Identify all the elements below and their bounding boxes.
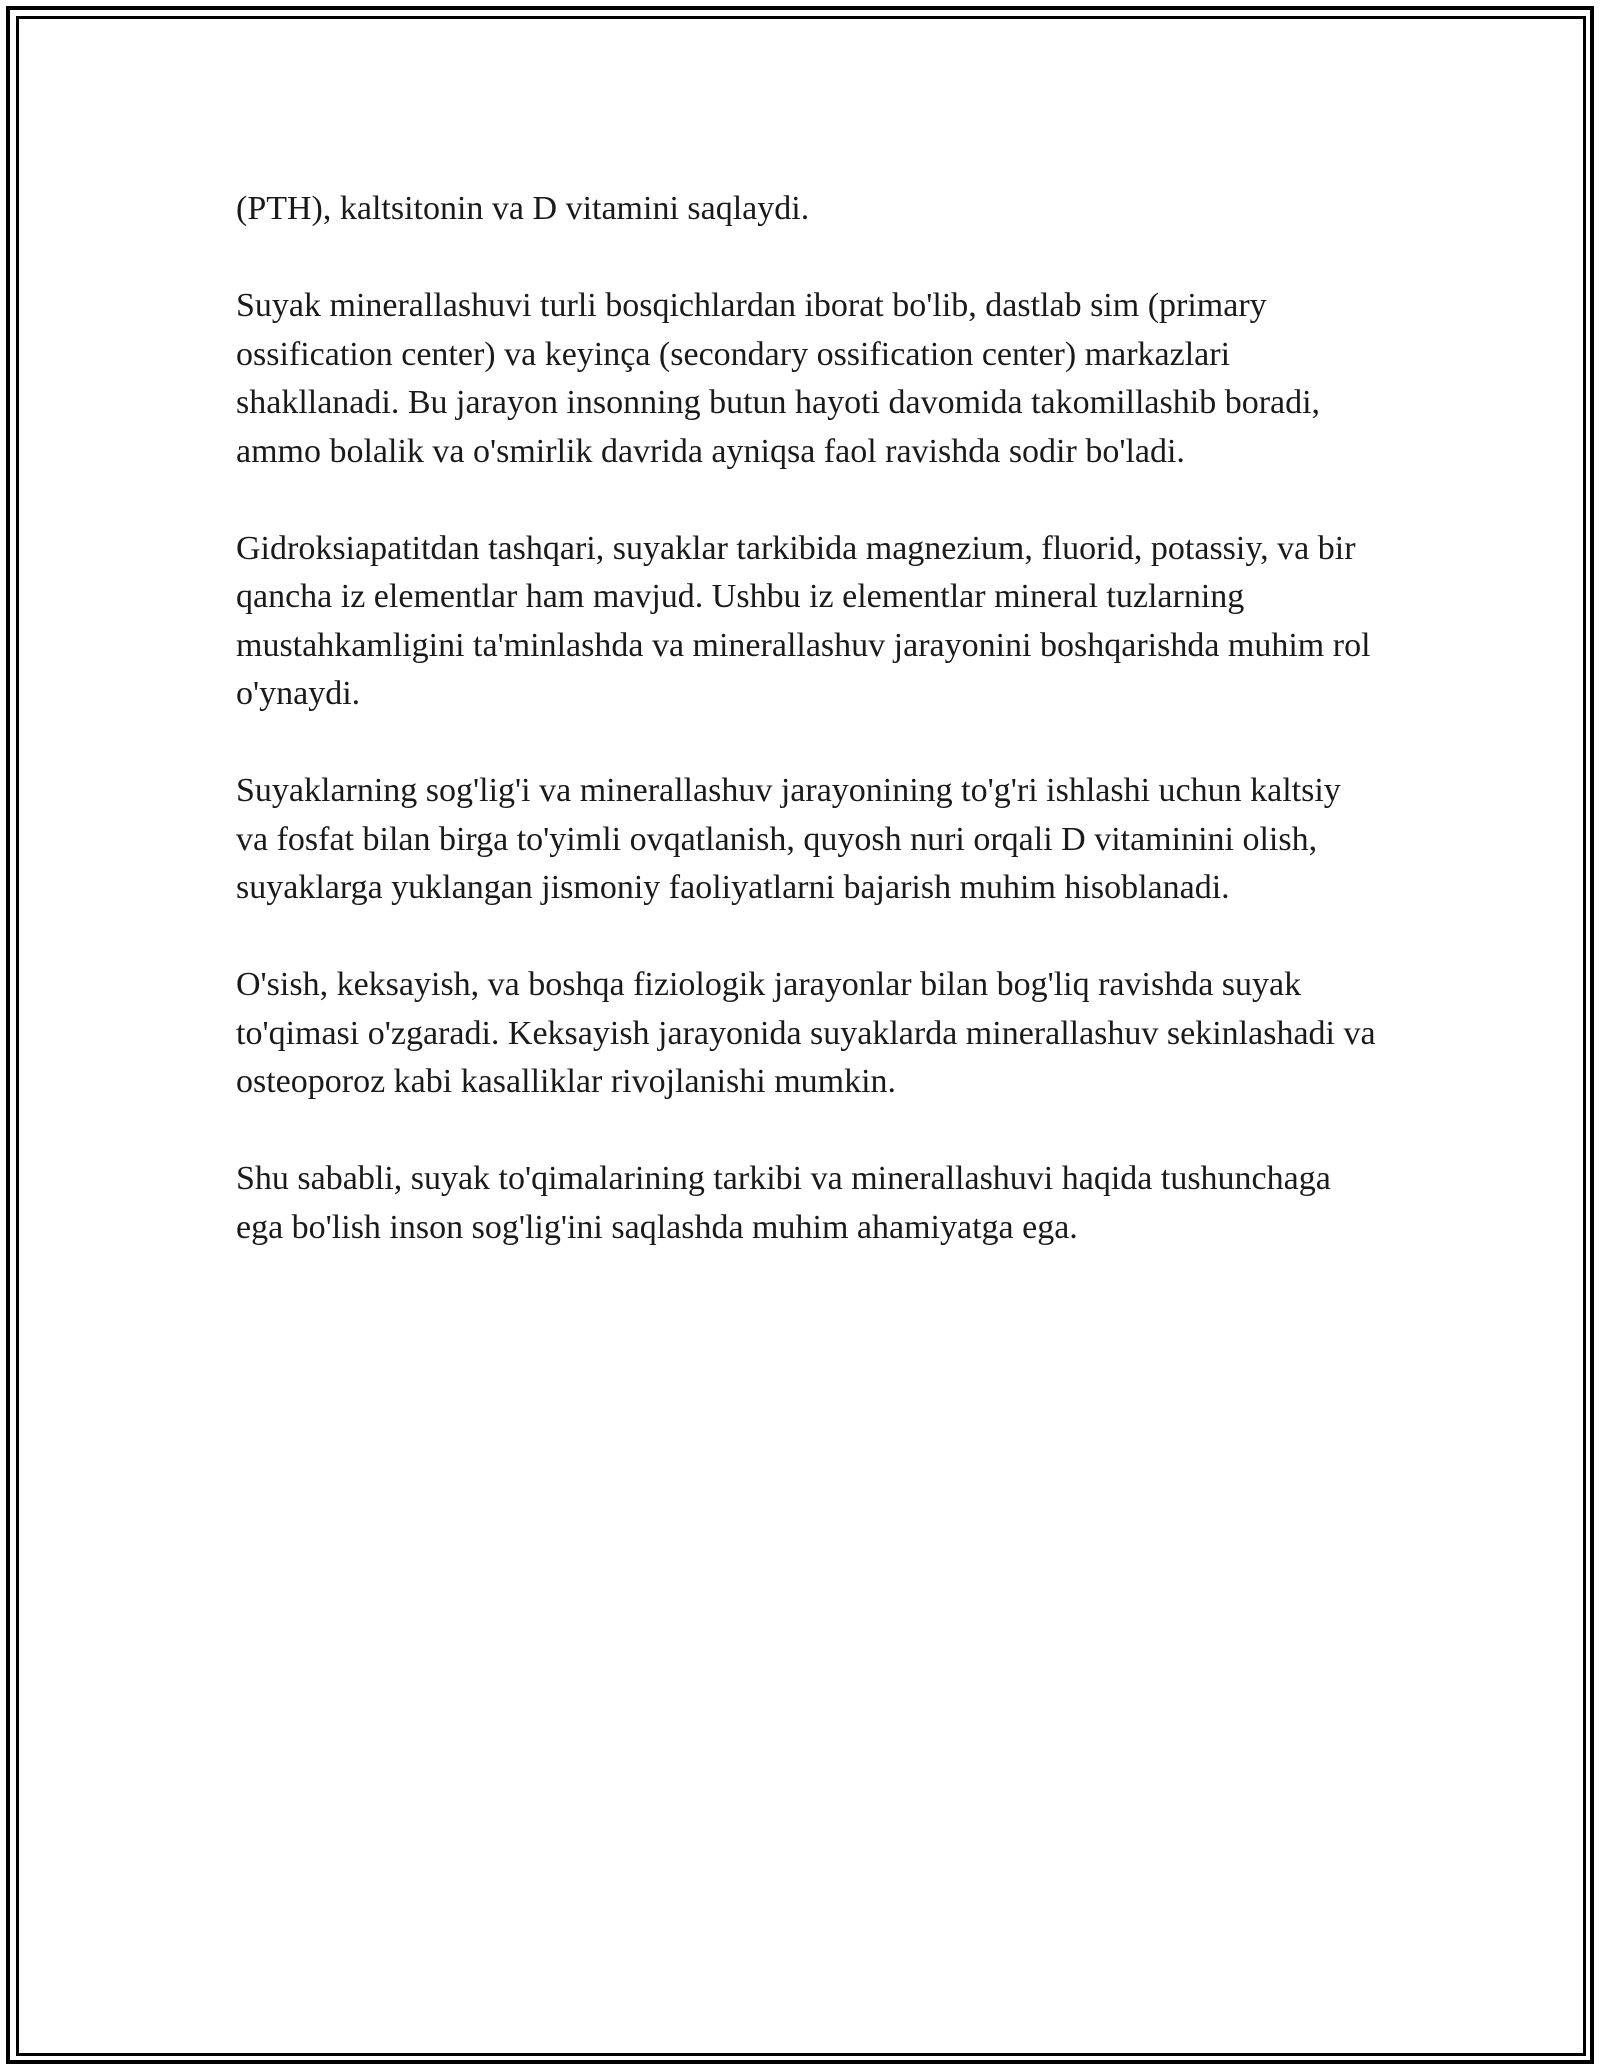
paragraph-1: (PTH), kaltsitonin va D vitamini saqlaydi. [236,190,810,227]
document-body [236,185,1376,1301]
paragraph-2: Suyak minerallashuvi turli bosqichlardan iborat bo'lib, dastlab sim (primary ossification center) va keyinça (secondary ossification center) markazlari shakllanadi. Bu jarayon insonning butun hayoti davomida takomillashib boradi, ammo bolalik va o'smirlik davrida ayniqsa faol ravishda sodir bo'ladi. [236,287,1321,470]
paragraph-6: Shu sababli, suyak to'qimalarining tarkibi va minerallashuvi haqida tushunchaga ega bo'lish inson sog'lig'ini saqlashda muhim ahamiyatga ega. [236,1160,1331,1246]
paragraph-5: O'sish, keksayish, va boshqa fiziologik jarayonlar bilan bog'liq ravishda suyak to'qimasi o'zgaradi. Keksayish jarayonida suyaklarda minerallashuv sekinlashadi va osteoporoz kabi kasalliklar rivojlanishi mumkin. [236,966,1376,1100]
paragraph-4: Suyaklarning sog'lig'i va minerallashuv jarayonining to'g'ri ishlashi uchun kaltsiy va fosfat bilan birga to'yimli ovqatlanish, quyosh nuri orqali D vitaminini olish, suyaklarga yuklangan jismoniy faoliyatlarni bajarish muhim hisoblanadi. [236,772,1341,906]
paragraph-3: Gidroksiapatitdan tashqari, suyaklar tarkibida magnezium, fluorid, potassiy, va bir qancha iz elementlar ham mavjud. Ushbu iz elementlar mineral tuzlarning mustahkamligini ta'minlashda va minerallashuv jarayonini boshqarishda muhim rol o'ynaydi. [236,529,1371,712]
